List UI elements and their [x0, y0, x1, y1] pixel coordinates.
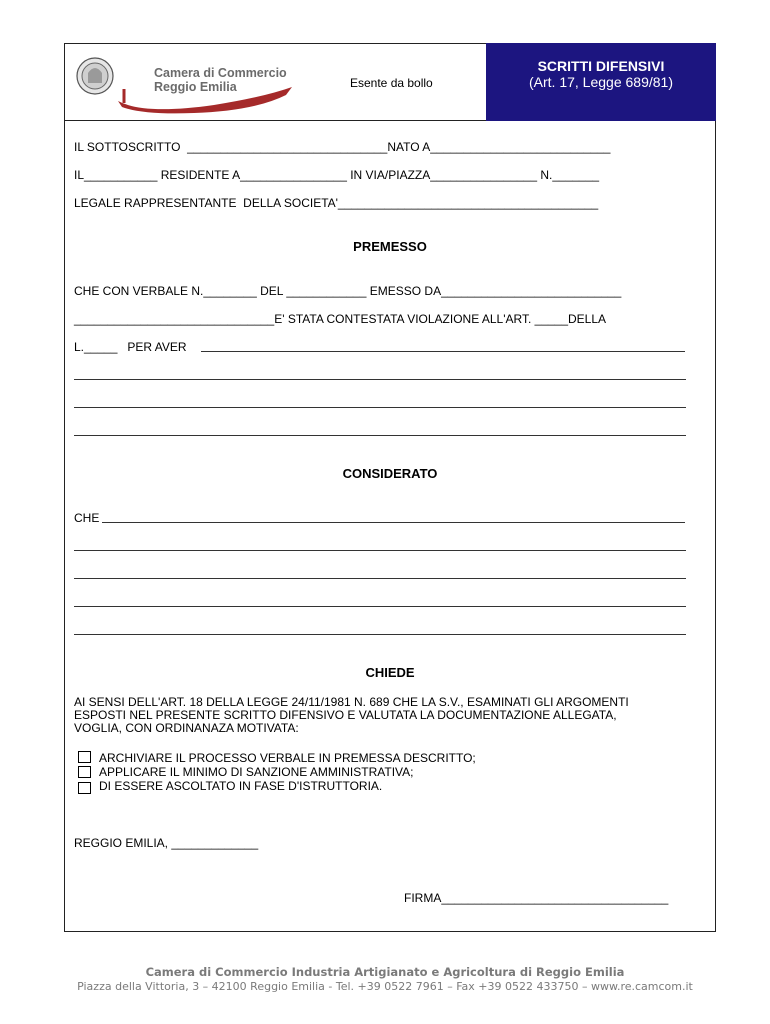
logo-line-1: Camera di Commercio: [154, 66, 287, 80]
premesso-line-verbale[interactable]: CHE CON VERBALE N.________ DEL ____________ EMESSO DA___________________________: [74, 284, 622, 298]
premesso-fill-line[interactable]: [74, 435, 686, 436]
considerato-fill-line[interactable]: [74, 550, 686, 551]
document-subtitle: (Art. 17, Legge 689/81): [529, 74, 673, 90]
considerato-che-fill-line[interactable]: [102, 522, 685, 523]
chiede-paragraph-line: VOGLIA, CON ORDINANAZA MOTIVATA:: [74, 721, 299, 735]
chiede-paragraph-line: AI SENSI DELL'ART. 18 DELLA LEGGE 24/11/1981 N. 689 CHE LA S.V., ESAMINATI GLI ARGOMENTI: [74, 695, 629, 709]
document-title: SCRITTI DIFENSIVI: [537, 58, 665, 74]
identity-line-societa[interactable]: LEGALE RAPPRESENTANTE DELLA SOCIETA'_______________________________________: [74, 196, 599, 210]
logo-wordmark: [154, 66, 287, 94]
place-date-field[interactable]: REGGIO EMILIA, _____________: [74, 836, 259, 850]
document-title-box: [486, 43, 716, 121]
premesso-line-violazione[interactable]: ______________________________E' STATA CONTESTATA VIOLAZIONE ALL'ART. _____DELLA: [74, 312, 607, 326]
archiviare-checkbox[interactable]: [78, 751, 91, 763]
considerato-fill-line[interactable]: [74, 606, 686, 607]
considerato-fill-line[interactable]: [74, 578, 686, 579]
minimo-sanzione-option-label: APPLICARE IL MINIMO DI SANZIONE AMMINISTRATIVA;: [99, 765, 414, 779]
chiede-paragraph: [74, 696, 694, 735]
identity-line-sottoscritto[interactable]: IL SOTTOSCRITTO ______________________________NATO A___________________________: [74, 140, 611, 154]
premesso-line-legge[interactable]: L._____ PER AVER: [74, 340, 187, 354]
logo-line-2: Reggio Emilia: [154, 80, 237, 94]
footer-organization: Camera di Commercio Industria Artigianato e Agricoltura di Reggio Emilia: [145, 965, 625, 979]
chiede-paragraph-line: ESPOSTI NEL PRESENTE SCRITTO DIFENSIVO E VALUTATA LA DOCUMENTAZIONE ALLEGATA,: [74, 708, 617, 722]
archiviare-option-label: ARCHIVIARE IL PROCESSO VERBALE IN PREMESSA DESCRITTO;: [99, 751, 476, 765]
footer-contacts: Piazza della Vittoria, 3 – 42100 Reggio Emilia - Tel. +39 0522 7961 – Fax +39 0522 433750 – www.re.camcom.it: [77, 980, 693, 993]
considerato-che-label: CHE: [74, 511, 100, 525]
considerato-fill-line[interactable]: [74, 634, 686, 635]
stamp-note: Esente da bollo: [350, 76, 433, 90]
ascoltato-checkbox[interactable]: [78, 782, 91, 794]
premesso-heading: PREMESSO: [353, 239, 427, 254]
minimo-sanzione-checkbox[interactable]: [78, 766, 91, 778]
considerato-heading: CONSIDERATO: [342, 466, 438, 481]
premesso-fill-line[interactable]: [74, 407, 686, 408]
premesso-fill-line[interactable]: [74, 379, 686, 380]
chiede-heading: CHIEDE: [365, 665, 415, 680]
ascoltato-option-label: DI ESSERE ASCOLTATO IN FASE D'ISTRUTTORIA.: [99, 779, 383, 793]
identity-line-residenza[interactable]: IL___________ RESIDENTE A________________ IN VIA/PIAZZA________________ N._______: [74, 168, 600, 182]
per-aver-fill-line[interactable]: [201, 351, 685, 352]
firma-field[interactable]: FIRMA__________________________________: [404, 891, 669, 905]
